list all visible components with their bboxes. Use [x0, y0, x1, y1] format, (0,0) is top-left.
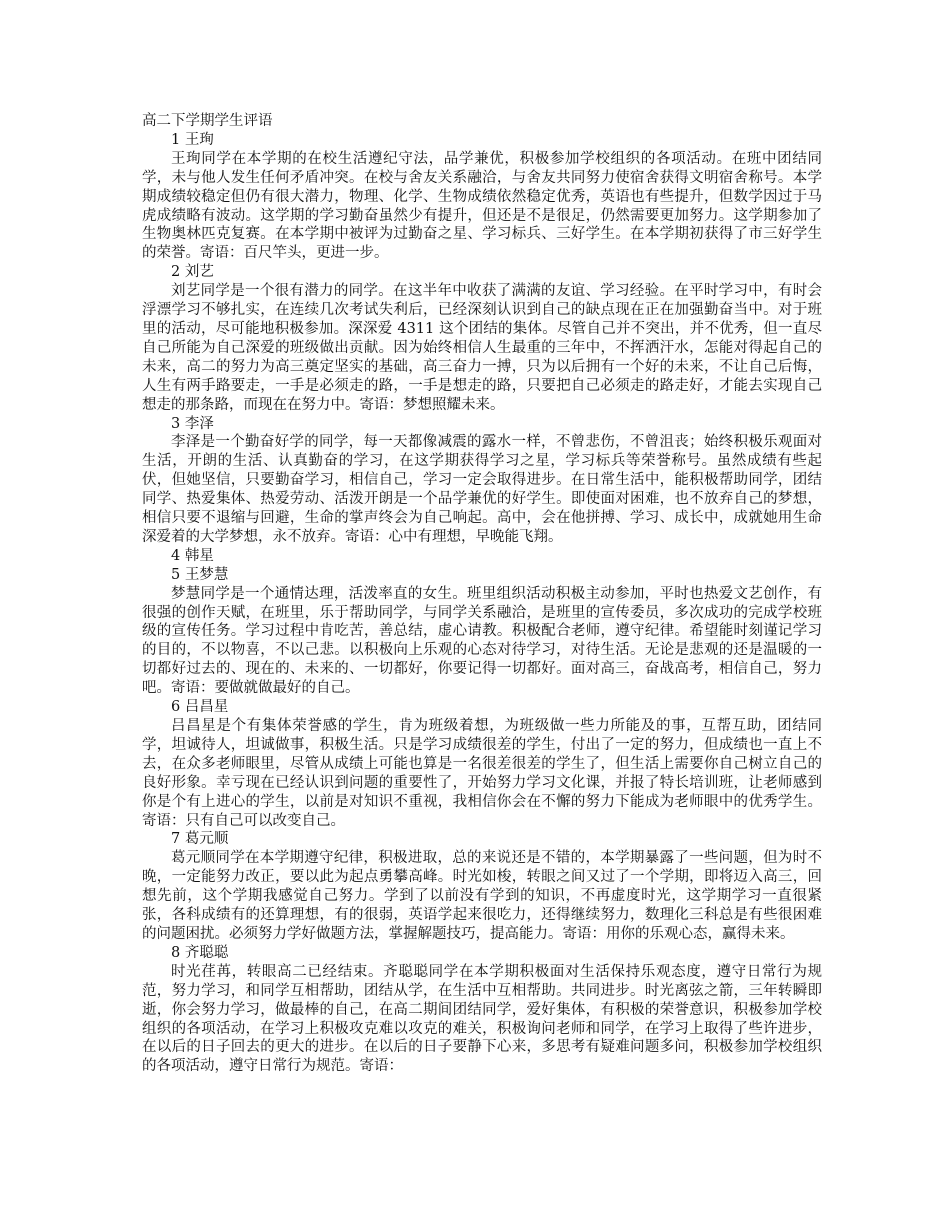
student-name: 7 葛元顺 [171, 831, 229, 848]
student-name: 5 王梦慧 [171, 566, 229, 583]
student-comment: 梦慧同学是一个通情达理，活泼率直的女生。班里组织活动积极主动参加，平时也热爱文艺创作，有很强的创作天赋，在班里，乐于帮助同学，与同学关系融洽，是班里的宣传委员，多次成功的完成学校班级的宣传任务。学习过程中肯吃苦，善总结，虚心请教。积极配合老师，遵守纪律。希望能时刻谨记学习的目的，不以物喜，不以己悲。以积极向上乐观的心态对待学习，对待生活。无论是悲观的还是温暖的一切都好过去的、现在的、未来的、一切都好，你要记得一切都好。面对高三，奋战高考，相信自己，努力吧。寄语：要做就做最好的自己。 [142, 585, 822, 697]
student-name: 8 齐聪聪 [171, 944, 229, 961]
student-comment: 王珣同学在本学期的在校生活遵纪守法，品学兼优，积极参加学校组织的各项活动。在班中团结同学，未与他人发生任何矛盾冲突。在校与舍友关系融洽，与舍友共同努力使宿舍获得文明宿舍称号。本学期成绩较稳定但仍有很大潜力，物理、化学、生物成绩依然稳定优秀，英语也有些提升，但数学因过于马虎成绩略有波动。这学期的学习勤奋虽然少有提升，但还是不是很足，仍然需要更加努力。这学期参加了生物奥林匹克复赛。在本学期中被评为过勤奋之星、学习标兵、三好学生。在本学期初获得了市三好学生的荣誉。寄语：百尺竿头，更进一步。 [142, 150, 822, 262]
document-page [142, 112, 822, 1076]
student-name: 1 王珣 [171, 131, 214, 148]
student-comment: 吕昌星是个有集体荣誉感的学生，肯为班级着想，为班级做一些力所能及的事，互帮互助，团结同学，坦诚待人，坦诚做事，积极生活。只是学习成绩很差的学生，付出了一定的努力，但成绩也一直上不去，在众多老师眼里，尽管从成绩上可能也算是一名很差很差的学生了，但生活上需要你自己树立自己的良好形象。幸亏现在已经认识到问题的重要性了，开始努力学习文化课，并报了特长培训班，让老师感到你是个有上进心的学生，以前是对知识不重视，我相信你会在不懈的努力下能成为老师眼中的优秀学生。寄语：只有自己可以改变自己。 [142, 718, 822, 829]
student-name: 6 吕昌星 [171, 699, 229, 716]
student-comment: 葛元顺同学在本学期遵守纪律，积极进取，总的来说还是不错的，本学期暴露了一些问题，但为时不晚，一定能努力改正，要以此为起点勇攀高峰。时光如梭，转眼之间又过了一个学期，即将迈入高三，回想先前，这个学期我感觉自己努力。学到了以前没有学到的知识，不再虚度时光，这学期学习一直很紧张，各科成绩有的还算理想，有的很弱，英语学起来很吃力，还得继续努力，数理化三科总是有些很困难的问题困扰。必须努力学好做题方法，掌握解题技巧，提高能力。寄语：用你的乐观心态，赢得未来。 [142, 850, 822, 942]
student-name: 3 李泽 [171, 415, 214, 432]
student-comment: 时光荏苒，转眼高二已经结束。齐聪聪同学在本学期积极面对生活保持乐观态度，遵守日常行为规范，努力学习，和同学互相帮助，团结从学，在生活中互相帮助。共同进步。时光离弦之箭，三年转瞬即逝，你会努力学习，做最棒的自己，在高二期间团结同学，爱好集体，有积极的荣誉意识，积极参加学校组织的各项活动，在学习上积极攻克难以攻克的难关，积极询问老师和同学，在学习上取得了些许进步，在以后的日子回去的更大的进步。在以后的日子要静下心来，多思考有疑难问题多问，积极参加学校组织的各项活动，遵守日常行为规范。寄语： [142, 963, 822, 1075]
document-title: 高二下学期学生评语 [142, 113, 273, 129]
student-comment: 刘艺同学是一个很有潜力的同学。在这半年中收获了满满的友谊、学习经验。在平时学习中，有时会浮漂学习不够扎实，在连续几次考试失利后，已经深刻认识到自己的缺点现在正在加强勤奋当中。对于班里的活动，尽可能地积极参加。深深爱 4311 这个团结的集体。尽管自己并不突出，并不优秀，但一直尽自己所能为自己深爱的班级做出贡献。因为始终相信人生最重的三年中，不挥洒汗水，怎能对得起自己的未来，高二的努力为高三奠定坚实的基础，高三奋力一搏，只为以后拥有一个好的未来，不让自己后悔，人生有两手路要走，一手是必须走的路，一手是想走的路，只要把自己必须走的路走好，才能去实现自己想走的那条路，而现在在努力中。寄语：梦想照耀未来。 [142, 283, 822, 413]
student-comment: 李泽是一个勤奋好学的同学，每一天都像减震的露水一样，不曾悲伤，不曾沮丧；始终积极乐观面对生活，开朗的生活、认真勤奋的学习，在这学期获得学习之星，学习标兵等荣誉称号。虽然成绩有些起伏，但她坚信，只要勤奋学习，相信自己，学习一定会取得进步。在日常生活中，能积极帮助同学，团结同学、热爱集体、热爱劳动、活泼开朗是一个品学兼优的好学生。即使面对困难，也不放弃自己的梦想，相信只要不退缩与回避，生命的掌声终会为自己响起。高中，会在他拼搏、学习、成长中，成就她用生命深爱着的大学梦想，永不放弃。寄语：心中有理想，早晚能飞翔。 [142, 434, 822, 545]
student-name: 4 韩星 [171, 547, 214, 564]
student-name: 2 刘艺 [171, 264, 214, 281]
